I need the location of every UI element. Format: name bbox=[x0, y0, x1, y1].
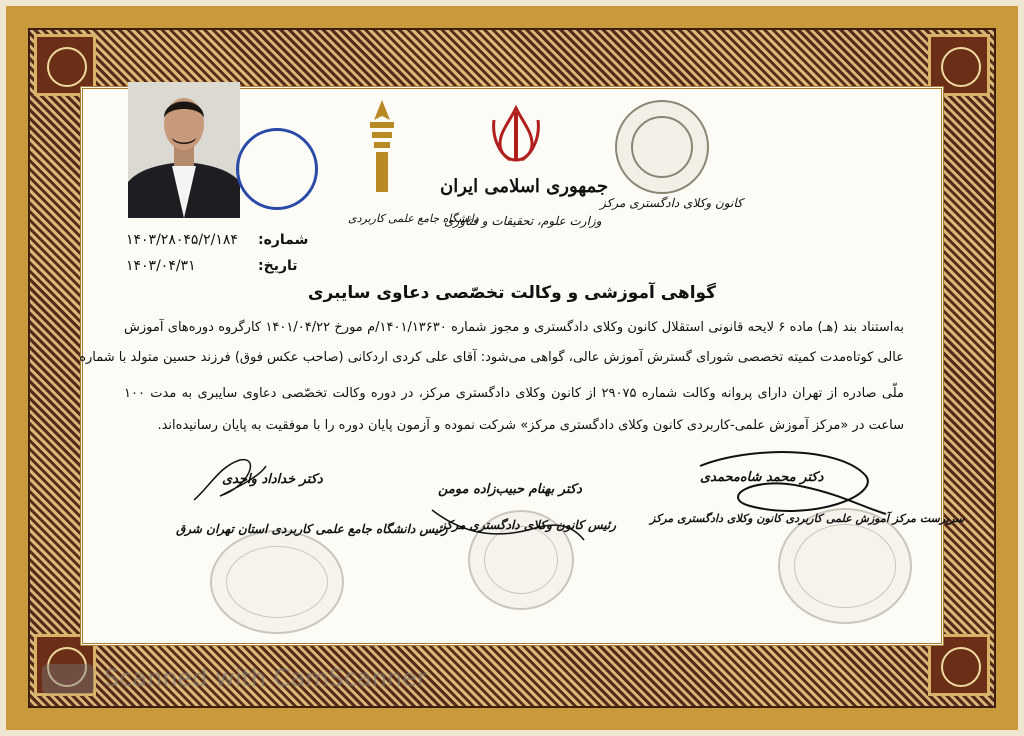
university-logo-icon bbox=[362, 100, 402, 200]
certificate-body-line: به‌استناد بند (هـ) ماده ۶ لایحه قانونی استقلال کانون وکلای دادگستری و مجوز شماره ۱۴۰۱/۱۳۶۳۰/م مورخ ۱۴۰۱/۰۴/۲۲ کارگروه دوره‌های آموزش bbox=[124, 320, 904, 335]
bar-association-caption: کانون وکلای دادگستری مرکز bbox=[600, 196, 743, 210]
iran-emblem-icon bbox=[490, 104, 542, 164]
university-round-stamp bbox=[210, 530, 344, 634]
camscanner-logo-icon bbox=[42, 664, 94, 694]
signer-name-center: دکتر بهنام حبیب‌زاده مومن bbox=[438, 482, 582, 497]
signer-role-center: رئیس کانون وکلای دادگستری مرکز bbox=[440, 518, 617, 532]
scanner-watermark: Scanned with CamScanner bbox=[104, 664, 427, 692]
date-value: ۱۴۰۳/۰۴/۳۱ bbox=[126, 258, 196, 274]
date-label: تاریخ: bbox=[258, 258, 298, 274]
signer-role-right: سرپرست مرکز آموزش علمی کاربردی کانون وکلای دادگستری مرکز bbox=[650, 512, 965, 525]
signer-name-right: دکتر محمد شاه‌محمدی bbox=[700, 470, 824, 485]
republic-title: جمهوری اسلامی ایران bbox=[440, 176, 609, 197]
certificate-title: گواهی آموزشی و وکالت تخصّصی دعاوی سایبری bbox=[307, 283, 717, 303]
signature-center-icon bbox=[428, 500, 588, 550]
number-label: شماره: bbox=[258, 232, 309, 248]
bar-association-seal bbox=[615, 100, 709, 194]
university-caption: دانشگاه جامع علمی کاربردی bbox=[348, 212, 479, 225]
signer-role-left: رئیس دانشگاه جامع علمی کاربردی استان تهران شرق bbox=[176, 522, 448, 536]
certificate-body-line: ساعت در «مرکز آموزش علمی-کاربردی کانون وکلای دادگستری مرکز» شرکت نموده و آزمون پایان دوره را با موفقیت به پایان رسانیده‌اند. bbox=[157, 418, 904, 433]
signer-name-left: دکتر خداداد واحدی bbox=[222, 472, 323, 487]
ministry-title: وزارت علوم، تحقیقات و فناوری bbox=[444, 214, 602, 228]
university-blue-stamp bbox=[236, 128, 318, 210]
holder-photo bbox=[128, 82, 240, 218]
certificate-body-line: عالی کوتاه‌مدت کمیته تخصصی شورای گسترش آموزش عالی، گواهی می‌شود: آقای علی کردی اردکانی (صاحب عکس فوق) فرزند حسین متولد با شماره bbox=[79, 350, 904, 365]
signature-left-icon bbox=[190, 456, 270, 506]
signature-right-icon bbox=[690, 446, 890, 526]
certificate-body-line: ملّی صادره از تهران دارای پروانه وکالت شماره ۲۹۰۷۵ از کانون وکلای دادگستری مرکز، در دوره وکالت تخصّصی دعاوی سایبری به مدت ۱۰۰ bbox=[124, 386, 905, 401]
number-value: ۱۴۰۳/۲۸۰۴۵/۲/۱۸۴ bbox=[126, 232, 238, 248]
